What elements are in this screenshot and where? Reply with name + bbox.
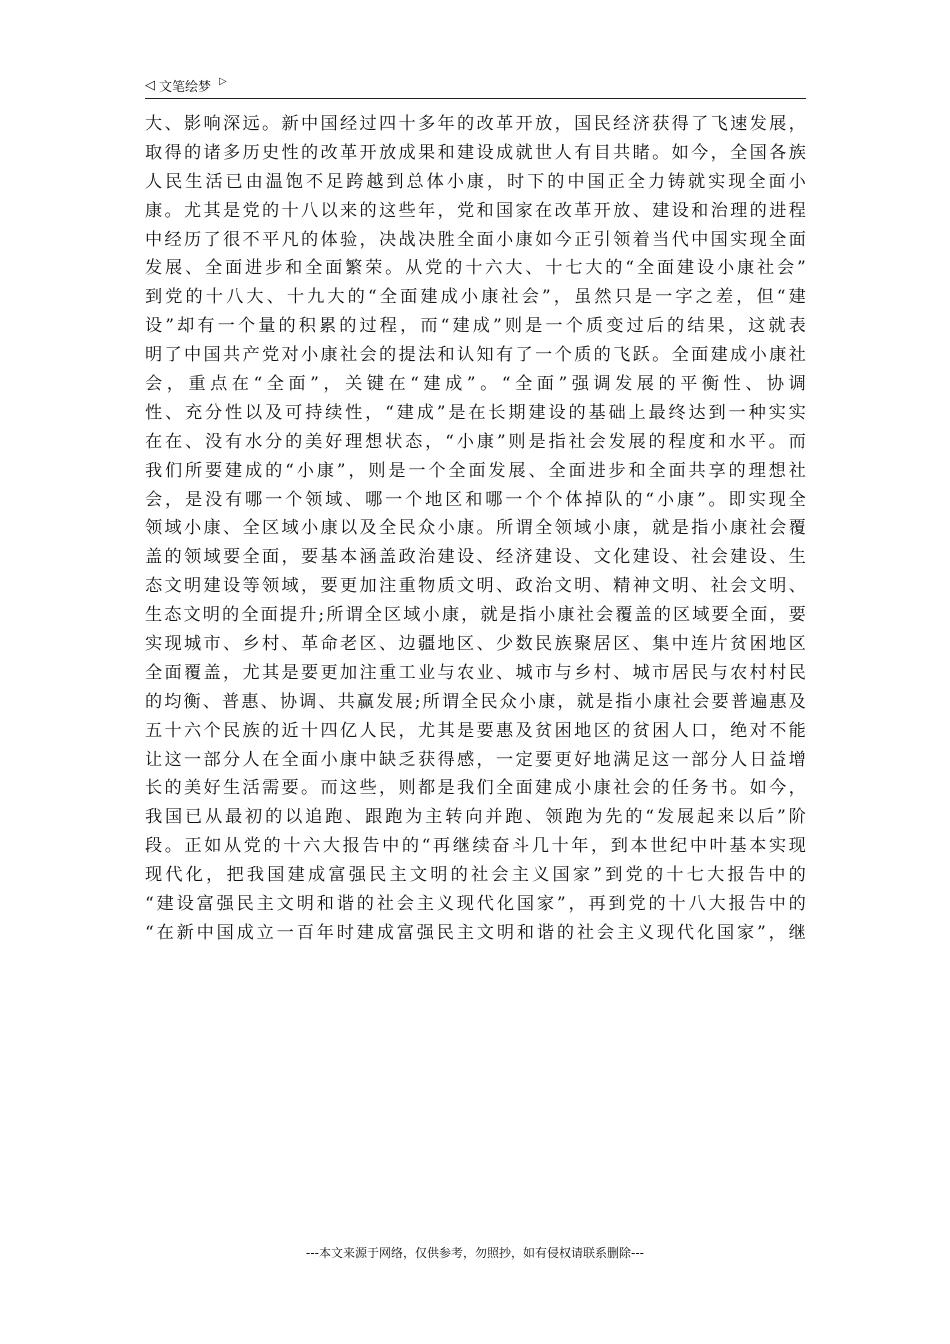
text-line: 取得的诸多历史性的改革开放成果和建设成就世人有目共睹。如今，全国各族 [145,142,806,163]
text-line: 段。正如从党的十六大报告中的“再继续奋斗几十年，到本世纪中叶基本实现 [145,836,806,857]
text-line: “在新中国成立一百年时建成富强民主文明和谐的社会主义现代化国家”，继 [145,922,806,943]
footer-disclaimer: ---本文来源于网络，仅供参考，勿照抄，如有侵权请联系删除--- [306,1246,644,1260]
text-line: 性、充分性以及可持续性，“建成”是在长期建设的基础上最终达到一种实实 [145,402,806,423]
text-line: 设”却有一个量的积累的过程，而“建成”则是一个质变过后的结果，这就表 [145,316,806,337]
text-line: 实现城市、乡村、革命老区、边疆地区、少数民族聚居区、集中连片贫困地区 [145,634,806,655]
text-line: “建设富强民主文明和谐的社会主义现代化国家”，再到党的十八大报告中的 [145,894,806,915]
text-line: 现代化，把我国建成富强民主文明的社会主义国家”到党的十七大报告中的 [145,865,806,886]
text-line: 康。尤其是党的十八以来的这些年，党和国家在改革开放、建设和治理的进程 [145,200,806,221]
header-title: 文笔绘梦 [159,79,212,95]
page-header [145,72,806,99]
text-line: 五十六个民族的近十四亿人民，尤其是要惠及贫困地区的贫困人口，绝对不能 [145,720,806,741]
text-line: 发展、全面进步和全面繁荣。从党的十六大、十七大的“全面建设小康社会” [145,258,806,279]
text-line: 态文明建设等领域，要更加注重物质文明、政治文明、精神文明、社会文明、 [145,576,806,597]
text-line: 全面覆盖，尤其是要更加注重工业与农业、城市与乡村、城市居民与农村村民 [145,662,806,683]
text-line: 生态文明的全面提升;所谓全区域小康，就是指小康社会覆盖的区域要全面，要 [145,605,806,626]
text-line: 到党的十八大、十九大的“全面建成小康社会”，虽然只是一字之差，但“建 [145,287,806,308]
text-line: 会，是没有哪一个领域、哪一个地区和哪一个个体掉队的“小康”。即实现全 [145,489,806,510]
text-line: 大、影响深远。新中国经过四十多年的改革开放，国民经济获得了飞速发展， [145,114,806,134]
text-line: 明了中国共产党对小康社会的提法和认知有了一个质的飞跃。全面建成小康社 [145,345,806,366]
text-line: 在在、没有水分的美好理想状态，“小康”则是指社会发展的程度和水平。而 [145,431,806,452]
text-line: 的均衡、普惠、协调、共赢发展;所谓全民众小康，就是指小康社会要普遍惠及 [145,691,806,712]
text-line: 中经历了很不平凡的体验，决战决胜全面小康如今正引领着当代中国实现全面 [145,229,806,250]
text-line: 会，重点在“全面”，关键在“建成”。“全面”强调发展的平衡性、协调 [145,374,806,395]
text-line: 盖的领域要全面，要基本涵盖政治建设、经济建设、文化建设、社会建设、生 [145,547,806,568]
body-text [145,110,806,948]
text-line: 人民生活已由温饱不足跨越到总体小康，时下的中国正全力铸就实现全面小 [145,171,806,192]
text-line: 我们所要建成的“小康”，则是一个全面发展、全面进步和全面共享的理想社 [145,460,806,481]
triangle-right-icon: ▷ [219,75,227,87]
text-line: 领域小康、全区域小康以及全民众小康。所谓全领域小康，就是指小康社会覆 [145,518,806,539]
text-line: 让这一部分人在全面小康中缺乏获得感，一定要更好地满足这一部分人日益增 [145,749,806,770]
text-line: 我国已从最初的以追跑、跟跑为主转向并跑、领跑为先的“发展起来以后”阶 [145,807,806,828]
triangle-left-icon: ◁ [145,77,155,93]
text-line: 长的美好生活需要。而这些，则都是我们全面建成小康社会的任务书。如今， [145,778,806,799]
